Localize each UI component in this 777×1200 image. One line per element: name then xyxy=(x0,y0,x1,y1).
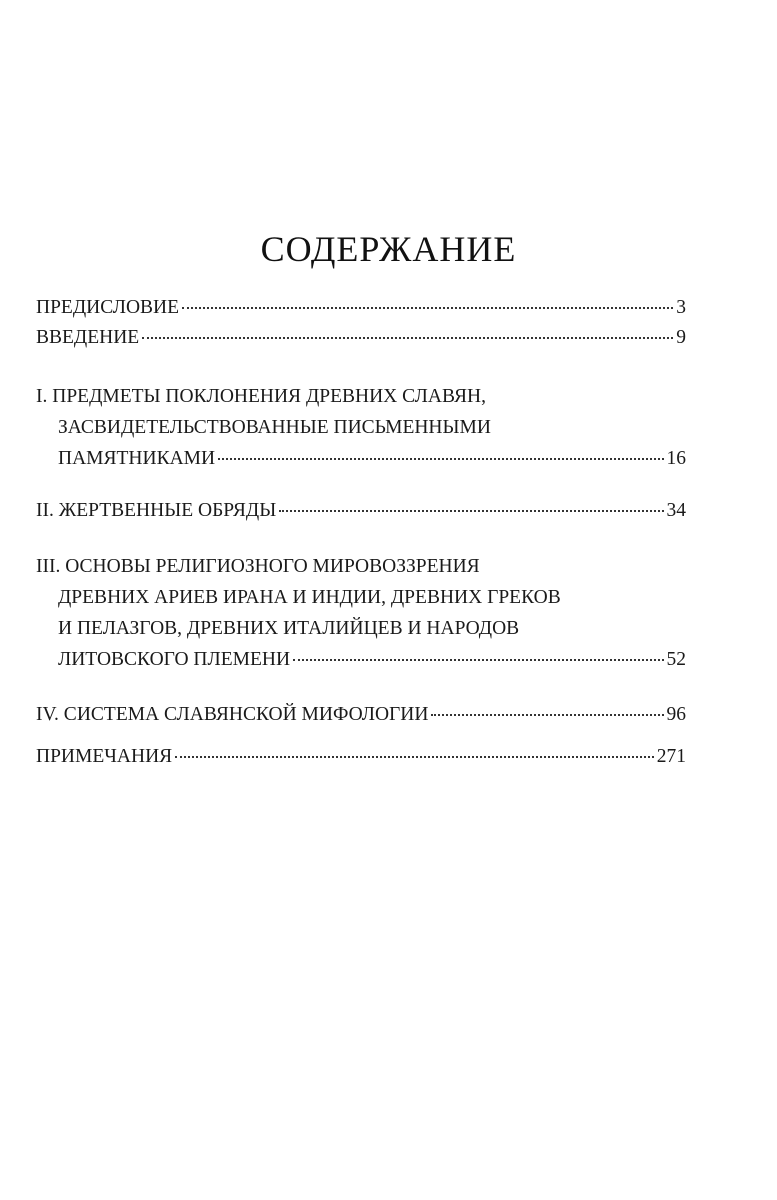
toc-entry-chapter-1[interactable] xyxy=(36,381,686,474)
page-title: СОДЕРЖАНИЕ xyxy=(260,229,517,269)
toc-entry-chapter-4[interactable] xyxy=(36,699,686,730)
toc-entry-title: ПРЕДИСЛОВИЕ xyxy=(36,297,180,318)
toc-entry-preface[interactable] xyxy=(36,292,686,323)
toc-entry-title-line: И ПЕЛАЗГОВ, ДРЕВНИХ ИТАЛИЙЦЕВ И НАРОДОВ xyxy=(58,618,520,639)
toc-entry-line xyxy=(36,699,686,730)
toc-entry-line xyxy=(36,644,686,675)
dot-leader xyxy=(431,714,663,716)
dot-leader xyxy=(142,337,673,339)
toc-entry-title-line: ЗАСВИДЕТЕЛЬСТВОВАННЫЕ ПИСЬМЕННЫМИ xyxy=(58,417,491,438)
toc-entry-chapter-2[interactable] xyxy=(36,495,686,526)
toc-entry-title: ЛИТОВСКОГО ПЛЕМЕНИ xyxy=(58,649,291,670)
toc-page-number: 34 xyxy=(666,500,686,521)
dot-leader xyxy=(218,458,663,460)
toc-page-number: 96 xyxy=(666,704,686,725)
toc-entry-chapter-3[interactable] xyxy=(36,551,686,675)
toc-page-number: 3 xyxy=(676,297,686,318)
toc-entry-line xyxy=(36,322,686,353)
dot-leader xyxy=(175,756,654,758)
toc-entry-introduction[interactable] xyxy=(36,322,686,353)
toc-entry-title: IV. СИСТЕМА СЛАВЯНСКОЙ МИФОЛОГИИ xyxy=(36,704,429,725)
toc-entry-line xyxy=(36,495,686,526)
dot-leader xyxy=(279,510,663,512)
toc-entry-title: ПРИМЕЧАНИЯ xyxy=(36,746,173,767)
toc-entry-title: ПАМЯТНИКАМИ xyxy=(58,448,216,469)
toc-entry-title: ВВЕДЕНИЕ xyxy=(36,327,140,348)
toc-page-number: 9 xyxy=(676,327,686,348)
toc-entry-title: II. ЖЕРТВЕННЫЕ ОБРЯДЫ xyxy=(36,500,277,521)
toc-entry-line xyxy=(36,292,686,323)
toc-page-number: 52 xyxy=(666,649,686,670)
dot-leader xyxy=(293,659,663,661)
toc-page-number: 271 xyxy=(656,746,686,767)
toc-entry-notes[interactable] xyxy=(36,741,686,772)
toc-entry-title-line: III. ОСНОВЫ РЕЛИГИОЗНОГО МИРОВОЗЗРЕНИЯ xyxy=(36,556,480,577)
toc-page-number: 16 xyxy=(666,448,686,469)
dot-leader xyxy=(182,307,673,309)
toc-entry-line xyxy=(36,443,686,474)
toc-entry-title-line: ДРЕВНИХ АРИЕВ ИРАНА И ИНДИИ, ДРЕВНИХ ГРЕКОВ xyxy=(58,587,561,608)
toc-entry-title-line: I. ПРЕДМЕТЫ ПОКЛОНЕНИЯ ДРЕВНИХ СЛАВЯН, xyxy=(36,386,486,407)
toc-entry-line xyxy=(36,741,686,772)
